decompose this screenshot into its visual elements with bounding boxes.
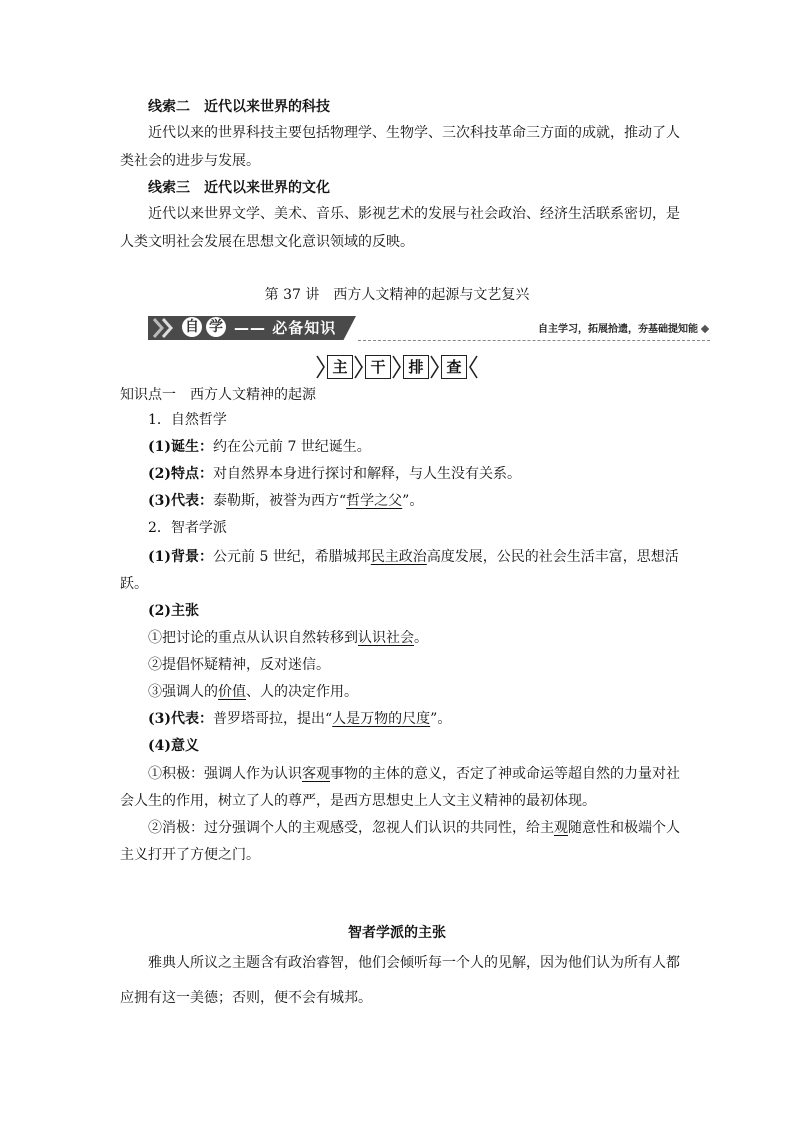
soph-claim-3 [148, 681, 708, 703]
soph-negative-rest: 随意性和极端个人 [568, 820, 680, 836]
soph-positive-rest: 事物的主体的意义，否定了神或命运等超自然的力量对社 [330, 766, 680, 782]
nat-birth-line [148, 436, 708, 458]
soph-positive-keyword: 客观 [302, 766, 330, 782]
banner-label: —— 必备知识 [234, 319, 337, 337]
soph-negative-line2: 主义打开了方便之门。 [120, 847, 260, 863]
knowledge-point-title: 知识点一 西方人文精神的起源 [120, 387, 316, 403]
soph-significance-title: (4)意义 [148, 738, 199, 754]
reading-title: 智者学派的主张 [348, 925, 446, 941]
nat-feature-text: 对自然界本身进行探讨和解释，与人生没有关系。 [213, 466, 521, 482]
soph-rep-keyword: 人是万物的尺度 [332, 711, 431, 727]
section-tag-char-1: 主 [327, 355, 353, 379]
section-tag [0, 354, 794, 382]
soph-rep-end: ”。 [430, 711, 452, 727]
heading-natural-philosophy: 1．自然哲学 [148, 412, 227, 428]
chevron-right-icon [316, 354, 326, 380]
soph-claim-1-text: ①把讨论的重点从认识自然转移到 [148, 630, 358, 646]
clue2-text-line2: 类社会的进步与发展。 [120, 153, 260, 169]
soph-claim-1-keyword: 认识社会 [358, 630, 414, 646]
chevron-right-icon [354, 354, 364, 380]
clue3-text-line1: 近代以来世界文学、美术、音乐、影视艺术的发展与社会政治、经济生活联系密切，是 [148, 206, 680, 222]
nat-feature-label: (2)特点： [148, 466, 213, 482]
nat-feature-line [148, 463, 708, 485]
nat-birth-text: 约在公元前 7 世纪诞生。 [213, 439, 371, 455]
soph-negative-keyword: 观 [554, 820, 568, 836]
reading-line1: 雅典人所议之主题含有政治睿智，他们会倾听每一个人的见解，因为他们认为所有人都 [148, 955, 680, 971]
soph-claims-title: (2)主张 [148, 603, 199, 619]
soph-bg-label: (1)背景： [148, 549, 213, 565]
nat-rep-label: (3)代表： [148, 493, 213, 509]
soph-bg-rest: 高度发展，公民的社会生活丰富，思想活 [426, 549, 679, 565]
soph-claim-3-end: 、人的决定作用。 [246, 684, 358, 700]
soph-positive-line1 [148, 763, 708, 785]
soph-claim-3-text: ③强调人的 [148, 684, 218, 700]
soph-claim-2: ②提倡怀疑精神，反对迷信。 [148, 657, 330, 673]
nat-birth-label: (1)诞生： [148, 439, 213, 455]
soph-positive-text: ①积极：强调人作为认识 [148, 766, 302, 782]
reading-line2: 应拥有这一美德；否则，便不会有城邦。 [120, 990, 372, 1006]
soph-negative-text: ②消极：过分强调个人的主观感受，忽视人们认识的共同性，给主 [148, 820, 554, 836]
clue3-text-line2: 人类文明社会发展在思想文化意识领域的反映。 [120, 234, 414, 250]
clue2-text-line1: 近代以来的世界科技主要包括物理学、生物学、三次科技革命三方面的成就，推动了人 [148, 125, 680, 141]
heading-sophists: 2．智者学派 [148, 520, 227, 536]
soph-claim-3-keyword: 价值 [218, 684, 246, 700]
soph-bg-keyword: 民主政治 [370, 549, 427, 565]
banner-slogan: 自主学习，拓展拾遗，夯基础提知能 [538, 324, 698, 335]
lecture-title: 第 37 讲 西方人文精神的起源与文艺复兴 [264, 287, 530, 303]
section-tag-char-2: 干 [365, 355, 391, 379]
soph-claim-1 [148, 627, 708, 649]
clue3-heading: 线索三 近代以来世界的文化 [148, 180, 330, 196]
soph-rep-line [148, 708, 708, 730]
soph-negative-line1 [148, 817, 708, 839]
section-banner [148, 314, 710, 344]
soph-positive-line2: 会人生的作用，树立了人的尊严，是西方思想史上人文主义精神的最初体现。 [120, 793, 596, 809]
chevron-right-icon [430, 354, 440, 380]
nat-rep-keyword: 哲学之父 [346, 493, 403, 509]
banner-divider [358, 340, 710, 341]
section-tag-char-3: 排 [403, 355, 429, 379]
nat-rep-text: 泰勒斯，被誉为西方“ [213, 493, 347, 509]
soph-bg-line2: 跃。 [120, 576, 148, 592]
soph-rep-label: (3)代表： [148, 711, 213, 727]
clue2-heading: 线索二 近代以来世界的科技 [148, 99, 330, 115]
nat-rep-line [148, 490, 708, 512]
diamond-icon [701, 325, 709, 333]
soph-bg-line [148, 546, 708, 568]
banner-char-zi: 自 [182, 317, 202, 337]
banner-chevron-icon [150, 316, 180, 340]
chevron-left-icon [468, 354, 478, 380]
soph-claim-1-end: 。 [414, 630, 428, 646]
soph-bg-text: 公元前 5 世纪，希腊城邦 [213, 549, 371, 565]
banner-char-xue: 学 [206, 317, 226, 337]
section-tag-char-4: 查 [441, 355, 467, 379]
soph-rep-text: 普罗塔哥拉，提出“ [213, 711, 333, 727]
nat-rep-end: ”。 [402, 493, 424, 509]
chevron-right-icon [392, 354, 402, 380]
